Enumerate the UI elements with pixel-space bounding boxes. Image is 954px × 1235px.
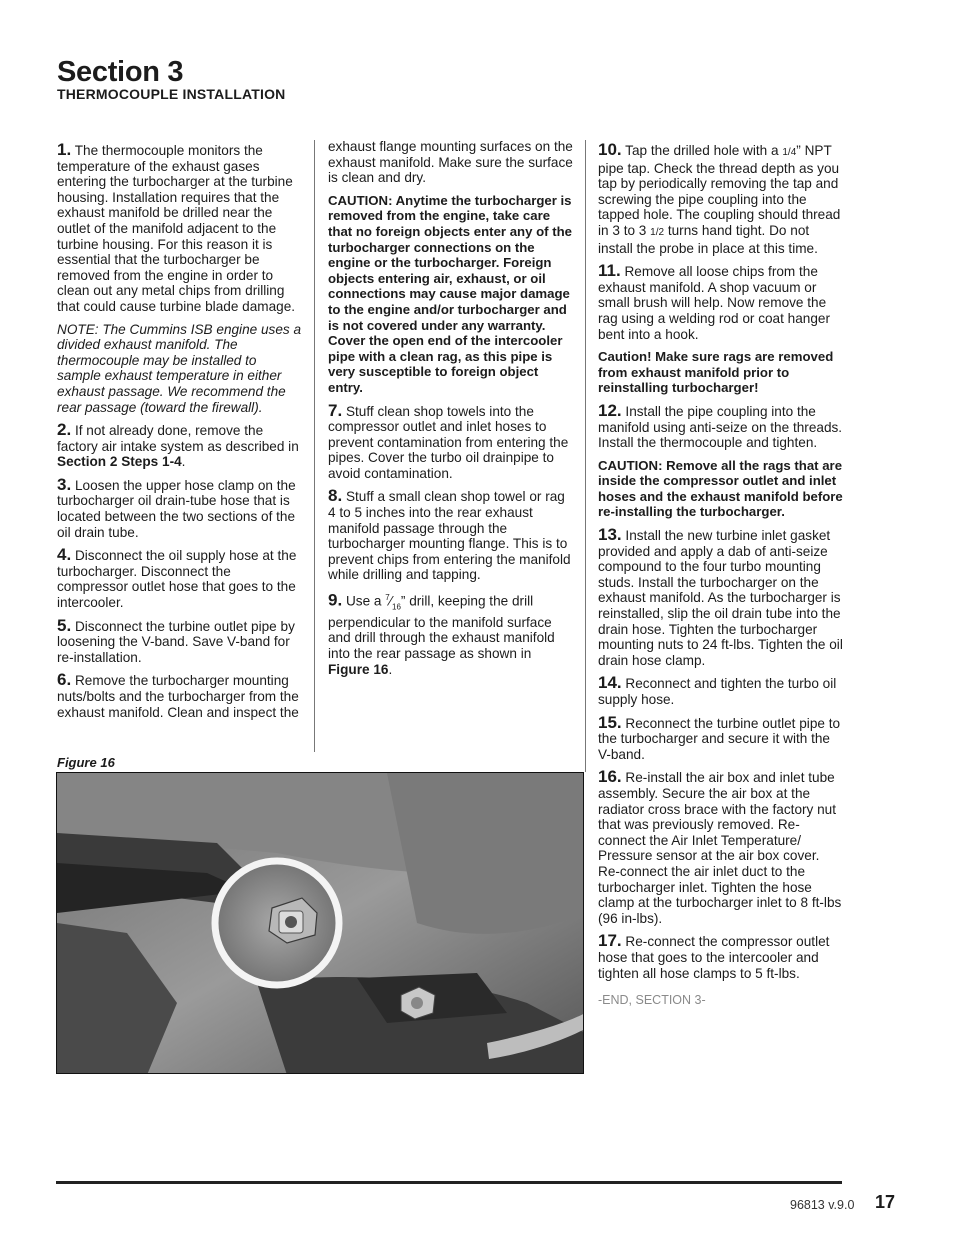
step-8 [328, 488, 574, 583]
step-number: 5. [57, 615, 72, 635]
step-text-cont: ” NPT pipe tap. Check the thread depth as you tap by periodically removing the tap and screwing the pipe coupling into the tapped hole. The coupling should thread in 3 to 3 [598, 143, 841, 238]
column-1 [57, 142, 303, 727]
fraction-numerator: 7 [385, 593, 390, 603]
section-subtitle: THERMOCOUPLE INSTALLATION [57, 86, 286, 102]
figure-reference: Figure 16 [328, 661, 389, 677]
step-number: 3. [57, 474, 72, 494]
step-17 [598, 933, 844, 981]
step-number: 4. [57, 545, 72, 565]
step-number: 10. [598, 140, 622, 159]
page-number: 17 [875, 1192, 896, 1212]
fraction-half: 1/2 [650, 226, 665, 238]
step-text-cont: ” drill, keeping the drill perpendicular to the manifold surface and drill through the exhaust manifold into the rear passage as shown in [328, 593, 555, 662]
step-6 [57, 672, 303, 720]
step-number: 12. [598, 400, 622, 420]
note-cummins: NOTE: The Cummins ISB engine uses a divided exhaust manifold. The thermocouple may be installed to sample exhaust temperature in either exhaust passage. We recommend the rear passage (toward the firewall). [57, 321, 302, 415]
step-text: Disconnect the oil supply hose at the turbocharger. Disconnect the compressor outlet hose that goes to the intercooler. [57, 548, 297, 611]
step-number: 16. [598, 767, 622, 787]
step-text-end: . [388, 661, 393, 677]
step-text: Remove the turbocharger mounting nuts/bolts and the turbocharger from the exhaust manifold. Clean and inspect the [57, 673, 299, 720]
column-3 [598, 142, 844, 1009]
step-12 [598, 400, 844, 451]
step-text: Install the pipe coupling into the manifold using anti-seize on the threads. Install the thermocouple and tighten. [598, 403, 843, 451]
step-text: Loosen the upper hose clamp on the turbocharger oil drain-tube hose that is located between the two sections of the oil drain tube. [57, 477, 296, 540]
step-number: 9. [328, 590, 343, 610]
column-divider-2 [585, 140, 586, 772]
document-version: 96813 v.9.0 [790, 1198, 855, 1212]
section-title: Section 3 [57, 56, 184, 88]
fraction-denominator: 16 [392, 602, 401, 612]
step-6-continued: exhaust flange mounting surfaces on the exhaust manifold. Make sure the surface is clean and dry. [328, 139, 573, 186]
step-number: 15. [598, 712, 622, 732]
footer-rule [56, 1181, 842, 1184]
step-text-end: . [181, 454, 186, 470]
step-9: 9. Use a $^7⁄_{16}$” drill, keeping the drill perpendicular to the manifold surface and drill through the exhaust manifold into the rear passage as shown in Figure 16. [328, 590, 555, 677]
section-reference: Section 2 Steps 1-4 [57, 454, 182, 470]
column-2 [328, 139, 574, 684]
step-text: Install the new turbine inlet gasket provided and apply a dab of anti-seize compound to the four turbo mounting studs. Install the turbocharger on the exhaust manifold. As the turbocharger is reinstalled, slip the oil drain tube into the drain hose. Tighten the turbocharger mounting nuts to 24 ft-lbs. Tighten the oil drain hose clamp. [598, 528, 843, 668]
step-1 [57, 142, 303, 315]
step-text: Use a [345, 593, 386, 609]
step-4 [57, 547, 303, 610]
step-13 [598, 527, 844, 668]
figure-caption: Figure 16 [57, 755, 115, 770]
step-text: Stuff clean shop towels into the compressor outlet and inlet hoses to prevent contamination from entering the pipes. Cover the turbo oil drainpipe to avoid contamination. [328, 403, 569, 481]
end-of-section: -END, SECTION 3- [598, 993, 706, 1008]
step-7 [328, 400, 574, 482]
caution-remove-rags: CAUTION: Remove all the rags that are inside the compressor outlet and inlet hoses and the exhaust manifold before re-installing the turbocharger. [598, 457, 843, 520]
step-text: If not already done, remove the factory air intake system as described in [57, 423, 299, 454]
step-16 [598, 769, 844, 926]
step-text-end: turns hand tight. Do not install the probe in place at this time. [598, 222, 818, 256]
step-number: 14. [598, 673, 622, 693]
step-5 [57, 615, 303, 666]
step-text: Remove all loose chips from the exhaust manifold. A shop vacuum or small brush will help. Now remove the rag using a welding rod or coat hanger bent into a hook. [598, 264, 830, 342]
step-text: Disconnect the turbine outlet pipe by loosening the V-band. Save V-band for re-installation. [57, 618, 295, 665]
step-number: 11. [598, 261, 621, 281]
engine-photo-illustration [57, 773, 584, 1074]
fraction-quarter: 1/4 [782, 147, 797, 158]
step-number: 8. [328, 486, 343, 506]
figure-16-photo [56, 772, 584, 1074]
step-text: The thermocouple monitors the temperature of the exhaust gases entering the turbocharger at the turbine housing. Installation requires that the exhaust manifold be drilled near the outlet of the manifold adjacent to the turbine housing. For this reason it is essential that the turbocharger be removed from the engine in order to clean out any metal chips from drilling that could cause turbine blade damage. [57, 143, 296, 314]
step-text: Re-connect the compressor outlet hose that goes to the intercooler and tighten all hose clamps to 5 ft-lbs. [598, 934, 830, 981]
step-number: 7. [328, 400, 343, 420]
step-number: 1. [57, 140, 72, 159]
caution-rags-manifold: Caution! Make sure rags are removed from exhaust manifold prior to reinstalling turbocharger! [598, 349, 834, 396]
step-text: Reconnect and tighten the turbo oil supply hose. [598, 676, 837, 707]
step-text: Tap the drilled hole with a [625, 143, 783, 158]
step-number: 17. [598, 931, 622, 951]
step-10 [598, 142, 844, 256]
caution-foreign-objects: CAUTION: Anytime the turbocharger is removed from the engine, take care that no foreign objects enter any of the turbocharger connections on the engine or the turbocharger. Foreign objects entering air, exhaust, or oil connections may cause major damage to the engine and/or turbocharger and is not covered under any warranty. Cover the open end of the intercooler pipe with a clean rag, as this pipe is very susceptible to foreign object entry. [328, 192, 572, 395]
step-text: Re-install the air box and inlet tube assembly. Secure the air box at the radiator cross brace with the factory nut that was previously removed. Re-connect the Air Inlet Temperature/ Pressure sensor at the air box cover. Re-connect the air inlet duct to the turbocharger inlet. Tighten the hose clamp at the turbocharger inlet to 8 ft-lbs (96 in-lbs). [598, 770, 842, 926]
step-15 [598, 712, 844, 763]
step-number: 6. [57, 670, 72, 690]
step-number: 13. [598, 525, 622, 545]
step-text: Stuff a small clean shop towel or rag 4 to 5 inches into the rear exhaust manifold passage through the turbocharger mounting flange. This is to prevent chips from entering the manifold while drilling and tapping. [328, 489, 571, 583]
column-divider-1 [314, 140, 315, 752]
step-11 [598, 263, 844, 342]
step-2 [57, 422, 303, 470]
step-text: Reconnect the turbine outlet pipe to the turbocharger and secure it with the V-band. [598, 715, 841, 762]
step-number: 2. [57, 420, 72, 440]
step-14 [598, 675, 844, 707]
step-3 [57, 474, 303, 540]
